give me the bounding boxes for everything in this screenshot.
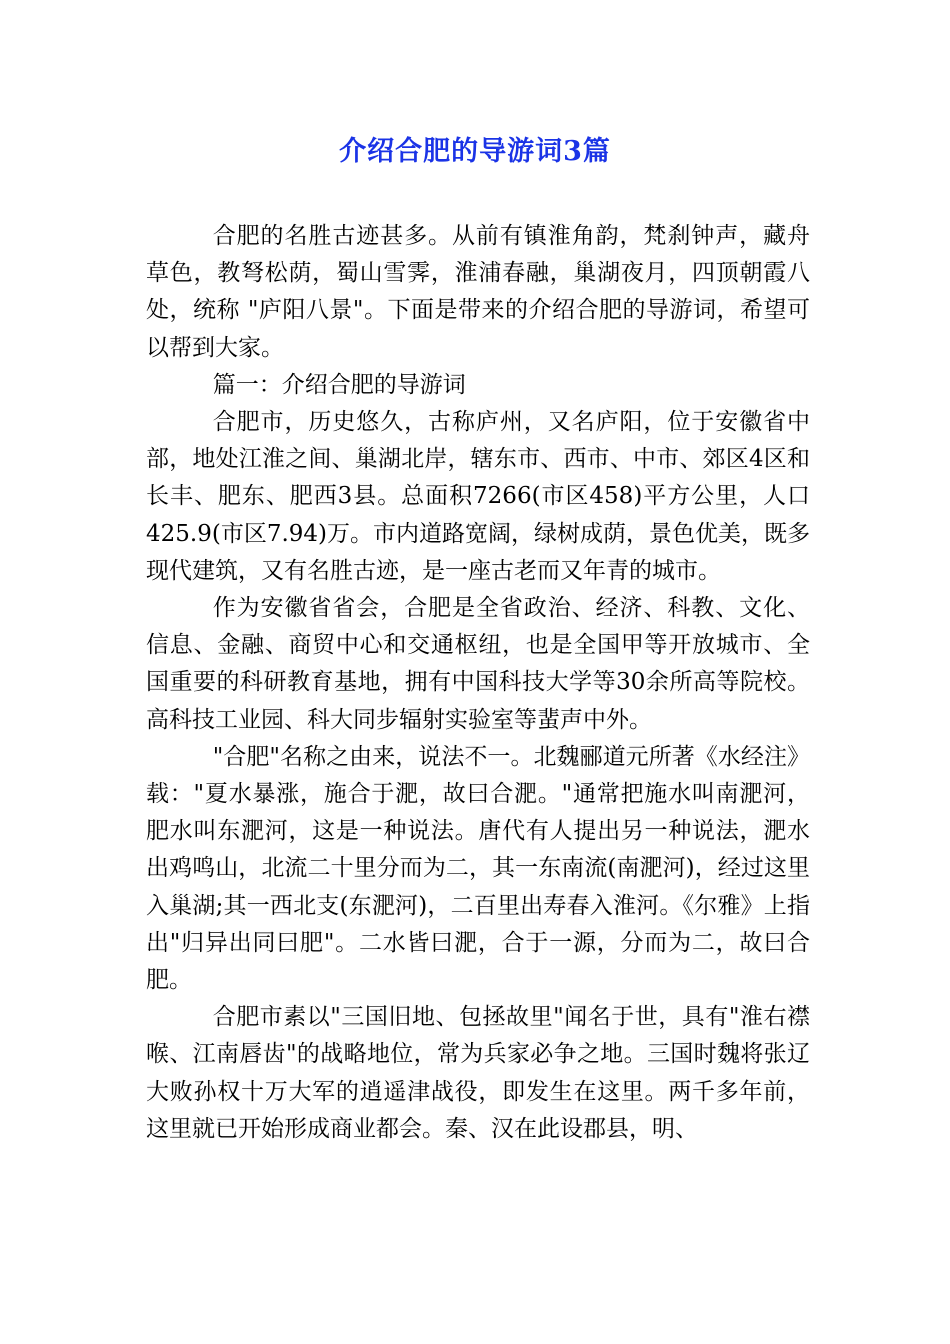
- document-body: [146, 218, 810, 1148]
- paragraph-history: 合肥市素以"三国旧地、包拯故里"闻名于世，具有"淮右襟喉、江南唇齿"的战略地位，常为兵家必争之地。三国时魏将张辽大败孙权十万大军的逍遥津战役，即发生在这里。两千多年前，这里就已开始形成商业都会。秦、汉在此设郡县，明、: [146, 1004, 810, 1142]
- paragraph-name-origin: "合肥"名称之由来，说法不一。北魏郦道元所著《水经注》载："夏水暴涨，施合于淝，故曰合淝。"通常把施水叫南淝河，肥水叫东淝河，这是一种说法。唐代有人提出另一种说法，淝水出鸡鸣山，北流二十里分而为二，其一东南流(南淝河)，经过这里入巢湖;其一西北支(东淝河)，二百里出寿春入淮河。《尔雅》上指出"归异出同曰肥"。二水皆曰淝，合于一源，分而为二，故曰合肥。: [146, 743, 810, 994]
- paragraph-overview: 合肥市，历史悠久，古称庐州，又名庐阳，位于安徽省中部，地处江淮之间、巢湖北岸，辖东市、西市、中市、郊区4区和长丰、肥东、肥西3县。总面积7266(市区458)平方公里，人口425.9(市区7.94)万。市内道路宽阔，绿树成荫，景色优美，既多现代建筑，又有名胜古迹，是一座古老而又年青的城市。: [146, 409, 811, 584]
- section-heading: 篇一：介绍合肥的导游词: [212, 371, 466, 398]
- paragraph-capital: 作为安徽省省会，合肥是全省政治、经济、科教、文化、信息、金融、商贸中心和交通枢纽，也是全国甲等开放城市、全国重要的科研教育基地，拥有中国科技大学等30余所高等院校。高科技工业园、科大同步辐射实验室等蜚声中外。: [146, 595, 810, 733]
- paragraph-intro: 合肥的名胜古迹甚多。从前有镇淮角韵，梵刹钟声，藏舟草色，教弩松荫，蜀山雪霁，淮浦春融，巢湖夜月，四顶朝霞八处，统称 "庐阳八景"。下面是带来的介绍合肥的导游词，希望可以帮到大家。: [146, 223, 810, 361]
- document-title: 介绍合肥的导游词3篇: [339, 136, 611, 167]
